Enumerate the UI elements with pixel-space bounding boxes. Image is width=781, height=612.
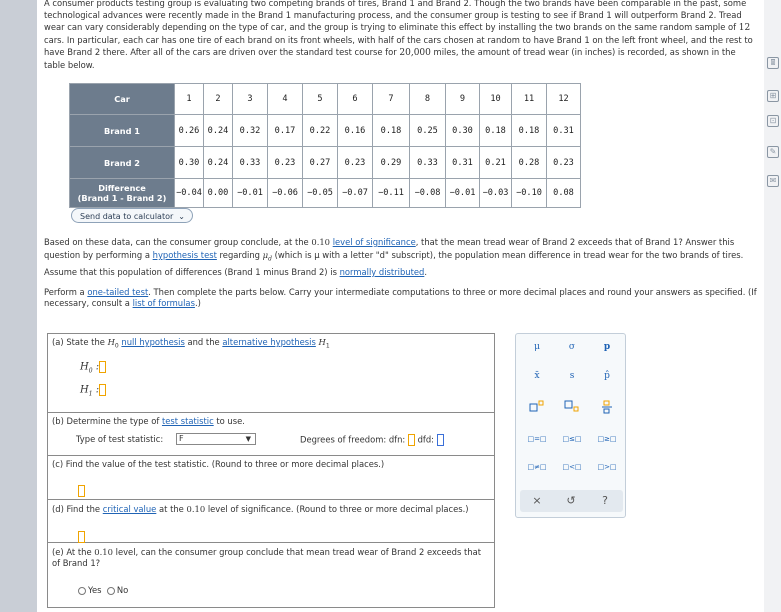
calculator-icon[interactable]: 🖩 (767, 57, 779, 69)
table-row-brand1 (70, 115, 581, 147)
no-label: No (116, 585, 129, 595)
para2-text-f: . (424, 266, 427, 277)
part-e-options (78, 585, 128, 596)
brand2-cell: 0.29 (373, 147, 410, 179)
dof-row (300, 434, 444, 446)
car-number-cell: 2 (204, 84, 233, 115)
mail-icon[interactable]: ✉ (767, 175, 779, 187)
equal-button[interactable]: □=□ (527, 435, 547, 443)
brand2-cell: 0.21 (480, 147, 512, 179)
p-button[interactable]: p (603, 342, 611, 352)
brand1-cell: 0.25 (410, 115, 446, 147)
brand2-cell: 0.23 (338, 147, 373, 179)
table-icon[interactable]: ⊞ (767, 90, 779, 102)
difference-cell: −0.01 (446, 179, 480, 208)
dfd-label: dfd: (417, 434, 434, 445)
car-number-cell: 12 (547, 84, 581, 115)
brand1-cell: 0.18 (373, 115, 410, 147)
left-gutter (0, 0, 37, 612)
part-a-h1-sub: 1 (325, 342, 330, 350)
problem-intro (44, 0, 756, 72)
brand2-cell: 0.23 (268, 147, 303, 179)
palette-actions (520, 490, 623, 512)
problem-page (37, 0, 764, 612)
car-number-cell: 7 (373, 84, 410, 115)
h0-colon: : (95, 361, 100, 373)
h1-row (80, 384, 106, 398)
part-d-mid: at the (156, 504, 187, 514)
brand2-cell: 0.33 (410, 147, 446, 179)
part-c-answer (78, 480, 85, 499)
send-data-button[interactable] (71, 208, 193, 223)
test-statistic-link[interactable]: test statistic (161, 416, 214, 426)
difference-cell: −0.01 (233, 179, 268, 208)
brand2-cell: 0.23 (547, 147, 581, 179)
alpha-value: 0.10 (311, 237, 331, 247)
difference-cell: −0.06 (268, 179, 303, 208)
phat-button[interactable]: p̂ (604, 371, 610, 381)
dof-label: Degrees of freedom: dfn: (300, 434, 406, 445)
para2-text-d: regarding (216, 250, 263, 260)
alternative-hypothesis-link[interactable]: alternative hypothesis (222, 337, 316, 347)
brand1-cell: 0.18 (512, 115, 547, 147)
car-number-cell: 3 (233, 84, 268, 115)
part-c (48, 456, 494, 500)
part-e (48, 543, 494, 607)
part-a-h1: H (318, 337, 326, 347)
brand1-cell: 0.18 (480, 115, 512, 147)
part-c-prompt: (c) Find the value of the test statistic. (Round to three or more decimal places.) (52, 459, 385, 469)
test-type-select[interactable] (176, 433, 256, 445)
brand2-cell: 0.24 (204, 147, 233, 179)
brand1-cell: 0.16 (338, 115, 373, 147)
part-e-label2: level, can the consumer group conclude that mean tread wear of Brand 2 exceeds that of Brand 1? (52, 547, 482, 568)
brand1-cell: 0.26 (175, 115, 204, 147)
difference-cell: −0.08 (410, 179, 446, 208)
car-number-cell: 6 (338, 84, 373, 115)
part-b-end: to use. (213, 416, 245, 426)
brand1-cell: 0.30 (446, 115, 480, 147)
brand1-cell: 0.22 (303, 115, 338, 147)
not-equal-button[interactable]: □≠□ (527, 463, 547, 471)
para3-text-b: . Then complete the parts below. Carry your intermediate computations to three or more decimal places and round your answers as specified. (If necessary, consult a (44, 287, 757, 308)
miles-value: 20,000 (399, 48, 431, 59)
part-a-prompt (52, 337, 330, 352)
part-e-prompt (52, 547, 482, 569)
null-hypothesis-link[interactable]: null hypothesis (121, 337, 185, 347)
difference-cell: −0.03 (480, 179, 512, 208)
test-type-label: Type of test statistic: (76, 434, 164, 444)
less-equal-button[interactable]: □≤□ (562, 435, 582, 443)
brand2-cell: 0.27 (303, 147, 338, 179)
superscript-icon (529, 400, 545, 412)
less-than-button[interactable]: □<□ (562, 463, 582, 471)
brand1-cell: 0.31 (547, 115, 581, 147)
difference-cell: −0.07 (338, 179, 373, 208)
test-type-value: F (179, 434, 184, 443)
tread-wear-table (69, 83, 581, 208)
difference-sublabel: (Brand 1 - Brand 2) (77, 193, 167, 203)
part-a-mid: and the (184, 337, 223, 347)
h1-symbol: H (80, 384, 89, 396)
difference-cell: −0.11 (373, 179, 410, 208)
right-toolbar (764, 0, 781, 612)
part-b-label: (b) Determine the type of (52, 416, 162, 426)
part-d-alpha: 0.10 (186, 504, 206, 514)
brand1-cell: 0.17 (268, 115, 303, 147)
part-b-prompt (52, 416, 245, 427)
sample-size: 12 (738, 23, 751, 34)
greater-than-button[interactable]: □>□ (597, 463, 617, 471)
car-number-cell: 8 (410, 84, 446, 115)
header-brand2: Brand 2 (70, 147, 175, 179)
car-number-cell: 11 (512, 84, 547, 115)
para3-text-c: .) (194, 298, 201, 308)
part-a-h0: H (107, 337, 115, 347)
table-row-brand2 (70, 147, 581, 179)
intro-text-1: A consumer products testing group is evaluating two competing brands of tires, Brand 1 and Brand 2. Though the two brands have been comparable in the past, some technological advances were recently made in the Brand 1 manufacturing process, and the consumer group is testing to see if Brand 1 will outperform Brand 2. Tread wear can vary considerably depending on the type of car, and the group is trying to eliminate this effect by installing the two brands on the same random sample of (44, 0, 747, 33)
formulas-link[interactable]: list of formulas (132, 298, 195, 308)
s-button[interactable]: s (569, 371, 575, 381)
greater-equal-button[interactable]: □≥□ (597, 435, 617, 443)
para2-text-c: , that the mean tread wear of Brand 2 exceeds that of Brand 1? Answer this question by performing a (44, 237, 735, 260)
answer-panel (47, 333, 495, 608)
no-radio[interactable] (107, 587, 115, 595)
mu-symbol: μ (262, 250, 269, 260)
difference-cell: −0.05 (303, 179, 338, 208)
brand2-cell: 0.28 (512, 147, 547, 179)
caret-down-icon: ▼ (245, 435, 251, 443)
part-d-prompt (52, 504, 469, 515)
h1-colon: : (95, 384, 100, 396)
part-d-label: (d) Find the (52, 504, 103, 514)
significance-link[interactable]: level of significance (332, 237, 416, 247)
part-a-h0-sub: 0 (114, 342, 119, 350)
part-d-end: level of significance. (Round to three or more decimal places.) (205, 504, 469, 514)
car-number-cell: 5 (303, 84, 338, 115)
brand2-cell: 0.30 (175, 147, 204, 179)
question-paragraph (44, 236, 759, 279)
h0-subscript: 0 (88, 367, 93, 375)
subscript-button[interactable] (561, 400, 583, 414)
h0-symbol: H (80, 361, 89, 373)
part-e-label1: (e) At the (52, 547, 95, 557)
header-difference (70, 179, 175, 208)
brand2-cell: 0.31 (446, 147, 480, 179)
instructions-paragraph (44, 287, 759, 309)
part-d (48, 500, 494, 543)
table-row-difference (70, 179, 581, 208)
dfn-answer-box[interactable] (408, 434, 415, 446)
xbar-button[interactable]: x̄ (534, 371, 540, 381)
critical-value-answer-box[interactable] (78, 531, 85, 543)
send-data-label: Send data to calculator (80, 212, 174, 221)
fraction-icon (601, 400, 613, 414)
sigma-button[interactable]: σ (568, 342, 576, 352)
header-brand1: Brand 1 (70, 115, 175, 147)
intro-text-2: cars. In particular, each car has one tire of each brand on its front wheels, with half of the cars chosen at random to have Brand 1 on the left front wheel, and the rest to have Brand 2 there. After all of the cars are driven over the standard test course for (44, 35, 753, 58)
symbol-palette (515, 333, 626, 518)
mu-button[interactable]: μ (534, 342, 540, 352)
critical-value-link[interactable]: critical value (102, 504, 157, 514)
car-number-cell: 4 (268, 84, 303, 115)
para2-text-a: Based on these data, can the consumer group conclude, at the (44, 237, 312, 247)
dfd-answer-box[interactable] (437, 434, 444, 446)
difference-cell: −0.10 (512, 179, 547, 208)
undo-icon[interactable]: ↺ (566, 494, 576, 507)
h1-subscript: 1 (88, 390, 93, 398)
part-a-label: (a) State the (52, 337, 108, 347)
clear-icon[interactable]: × (532, 494, 542, 507)
h1-answer-box[interactable] (99, 384, 106, 396)
h0-answer-box[interactable] (99, 361, 106, 373)
h0-row (80, 361, 106, 375)
difference-cell: 0.08 (547, 179, 581, 208)
pencil-icon[interactable]: ✎ (767, 146, 779, 158)
fraction-button[interactable] (596, 400, 618, 414)
normally-distributed-link[interactable]: normally distributed (339, 266, 425, 277)
header-car: Car (70, 84, 175, 115)
brand1-cell: 0.32 (233, 115, 268, 147)
car-number-cell: 10 (480, 84, 512, 115)
one-tailed-test-link[interactable]: one-tailed test (87, 287, 149, 297)
car-number-cell: 1 (175, 84, 204, 115)
chevron-down-icon: ⌄ (178, 212, 185, 221)
brand2-cell: 0.33 (233, 147, 268, 179)
part-a (48, 334, 494, 413)
help-icon[interactable]: ? (602, 494, 608, 507)
intro-text-3: miles, the amount of tread wear (in inches) is recorded, as shown in the table below. (44, 47, 736, 71)
difference-cell: −0.04 (175, 179, 204, 208)
para2-text-e: (which is μ with a letter "d" subscript), the population mean difference in tread wear for the two brands of tires. Assume that this population of differences (Brand 1 minus Brand 2) is (44, 250, 744, 277)
subscript-icon (564, 400, 580, 412)
difference-cell: 0.00 (204, 179, 233, 208)
hypothesis-test-link[interactable]: hypothesis test (152, 250, 217, 260)
para3-text-a: Perform a (44, 287, 88, 297)
yes-radio[interactable] (78, 587, 86, 595)
brand1-cell: 0.24 (204, 115, 233, 147)
table-row-car (70, 84, 581, 115)
part-e-alpha: 0.10 (94, 547, 113, 557)
grid-icon[interactable]: ⊡ (767, 115, 779, 127)
superscript-button[interactable] (526, 400, 548, 414)
mu-subscript: d (268, 255, 272, 263)
difference-label: Difference (98, 183, 146, 193)
car-number-cell: 9 (446, 84, 480, 115)
yes-label: Yes (88, 585, 102, 595)
part-b (48, 413, 494, 456)
test-statistic-answer-box[interactable] (78, 485, 85, 497)
